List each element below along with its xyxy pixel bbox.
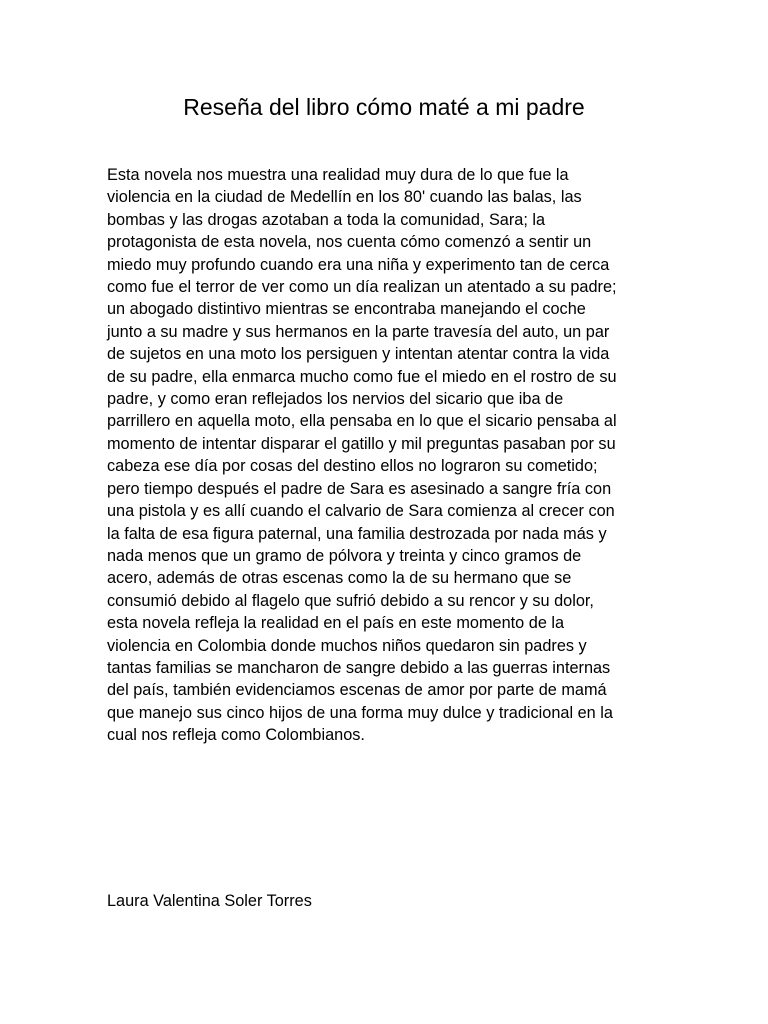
body-line: padre, y como eran reflejados los nervios del sicario que iba de [107,390,564,409]
body-line: momento de intentar disparar el gatillo y mil preguntas pasaban por su [107,434,616,453]
body-line: junto a su madre y sus hermanos en la parte travesía del auto, un par [107,322,610,341]
body-line: acero, además de otras escenas como la de su hermano que se [107,569,572,588]
body-line: parrillero en aquella moto, ella pensaba en lo que el sicario pensaba al [107,412,617,431]
author-name: Laura Valentina Soler Torres [107,892,312,910]
body-line: violencia en Colombia donde muchos niños quedaron sin padres y [107,636,587,655]
body-line: Esta novela nos muestra una realidad muy dura de lo que fue la [107,166,569,184]
review-body [107,164,667,747]
body-line: pero tiempo después el padre de Sara es asesinado a sangre fría con [107,479,612,498]
document-title: Reseña del libro cómo maté a mi padre [183,94,585,120]
body-line: tantas familias se mancharon de sangre debido a las guerras internas [107,658,611,677]
body-line: nada menos que un gramo de pólvora y treinta y cinco gramos de [107,546,582,565]
body-line: consumió debido al flagelo que sufrió debido a su rencor y su dolor, [107,591,594,610]
body-line: un abogado distintivo mientras se encontraba manejando el coche [107,300,586,319]
body-line: miedo muy profundo cuando era una niña y experimento tan de cerca [107,255,610,274]
body-line: cabeza ese día por cosas del destino ellos no lograron su cometido; [107,457,598,476]
body-line: de sujetos en una moto los persiguen y intentan atentar contra la vida [107,345,610,364]
body-line: protagonista de esta novela, nos cuenta cómo comenzó a sentir un [107,233,592,252]
body-line: una pistola y es allí cuando el calvario de Sara comienza al crecer con [107,502,615,521]
body-line: como fue el terror de ver como un día realizan un atentado a su padre; [107,278,617,297]
body-line: cual nos refleja como Colombianos. [107,726,365,745]
body-line: violencia en la ciudad de Medellín en los 80' cuando las balas, las [107,188,582,207]
body-line: de su padre, ella enmarca mucho como fue el miedo en el rostro de su [107,367,617,386]
body-line: esta novela refleja la realidad en el país en este momento de la [107,614,565,633]
body-line: del país, también evidenciamos escenas de amor por parte de mamá [107,681,607,700]
body-line: que manejo sus cinco hijos de una forma muy dulce y tradicional en la [107,703,613,722]
body-line: bombas y las drogas azotaban a toda la comunidad, Sara; la [107,210,546,229]
body-line: la falta de esa figura paternal, una familia destrozada por nada más y [107,524,607,543]
